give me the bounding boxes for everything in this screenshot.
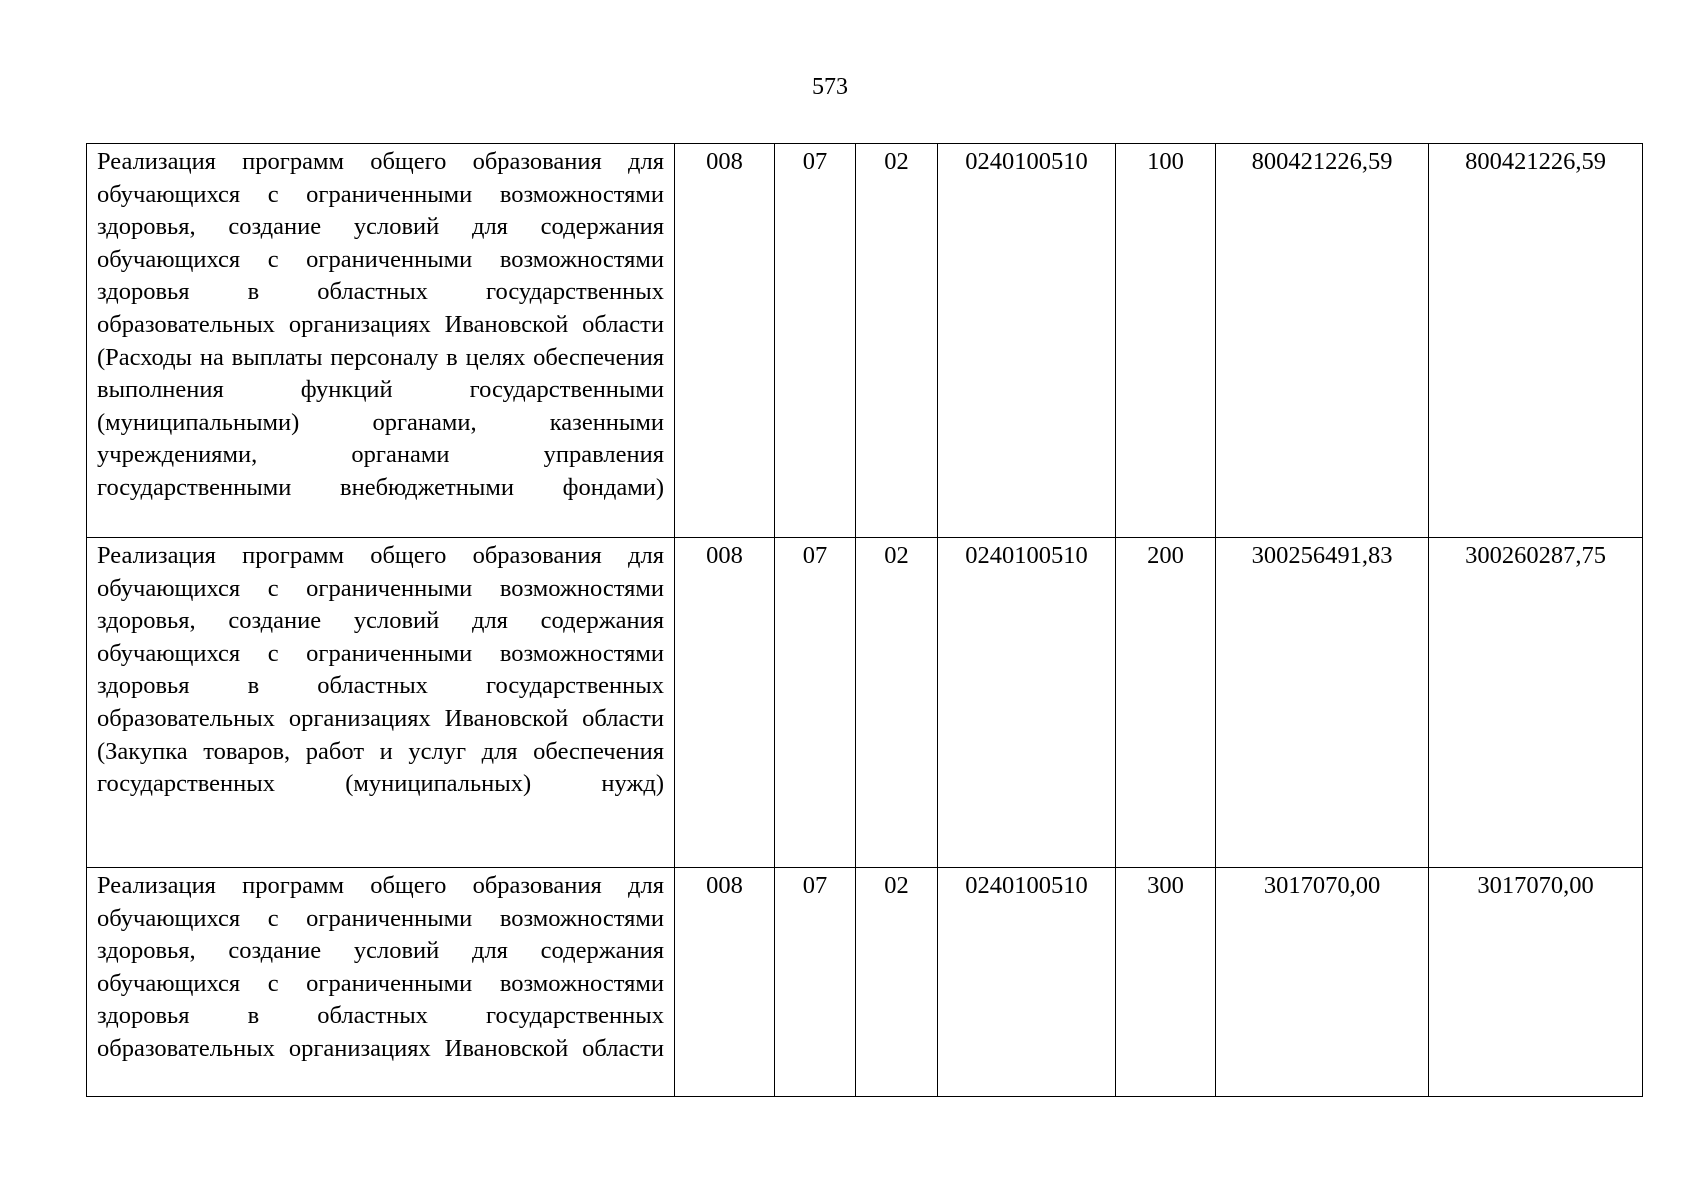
amount-1: 300256491,83 (1216, 538, 1429, 868)
amount-1: 3017070,00 (1216, 868, 1429, 1097)
table-row (87, 144, 1643, 538)
target-article-code: 0240100510 (938, 868, 1116, 1097)
subsection-code: 02 (856, 868, 938, 1097)
table-row (87, 538, 1643, 868)
budget-table (86, 143, 1643, 1097)
table-row (87, 868, 1643, 1097)
page-number: 573 (812, 74, 848, 100)
expense-type-code: 200 (1116, 538, 1216, 868)
expense-description: Реализация программ общего образования для обучающихся с ограниченными возможностями здоровья, создание условий для содержания обучающихся с ограниченными возможностями здоровья в областных государственных образовательных организациях Ивановской области (87, 868, 675, 1097)
amount-2: 300260287,75 (1429, 538, 1643, 868)
expense-description: Реализация программ общего образования для обучающихся с ограниченными возможностями здоровья, создание условий для содержания обучающихся с ограниченными возможностями здоровья в областных государственных образовательных организациях Ивановской области (Закупка товаров, работ и услуг для обеспечения государственных (муниципальных) нужд) (87, 538, 675, 868)
expense-description: Реализация программ общего образования для обучающихся с ограниченными возможностями здоровья, создание условий для содержания обучающихся с ограниченными возможностями здоровья в областных государственных образовательных организациях Ивановской области (Расходы на выплаты персоналу в целях обеспечения выполнения функций государственными (муниципальными) органами, казенными учреждениями, органами управления государственными внебюджетными фондами) (87, 144, 675, 538)
target-article-code: 0240100510 (938, 144, 1116, 538)
subsection-code: 02 (856, 538, 938, 868)
amount-1: 800421226,59 (1216, 144, 1429, 538)
amount-2: 800421226,59 (1429, 144, 1643, 538)
ministry-code: 008 (675, 144, 775, 538)
ministry-code: 008 (675, 868, 775, 1097)
subsection-code: 02 (856, 144, 938, 538)
ministry-code: 008 (675, 538, 775, 868)
amount-2: 3017070,00 (1429, 868, 1643, 1097)
section-code: 07 (775, 868, 856, 1097)
section-code: 07 (775, 538, 856, 868)
expense-type-code: 300 (1116, 868, 1216, 1097)
target-article-code: 0240100510 (938, 538, 1116, 868)
section-code: 07 (775, 144, 856, 538)
expense-type-code: 100 (1116, 144, 1216, 538)
